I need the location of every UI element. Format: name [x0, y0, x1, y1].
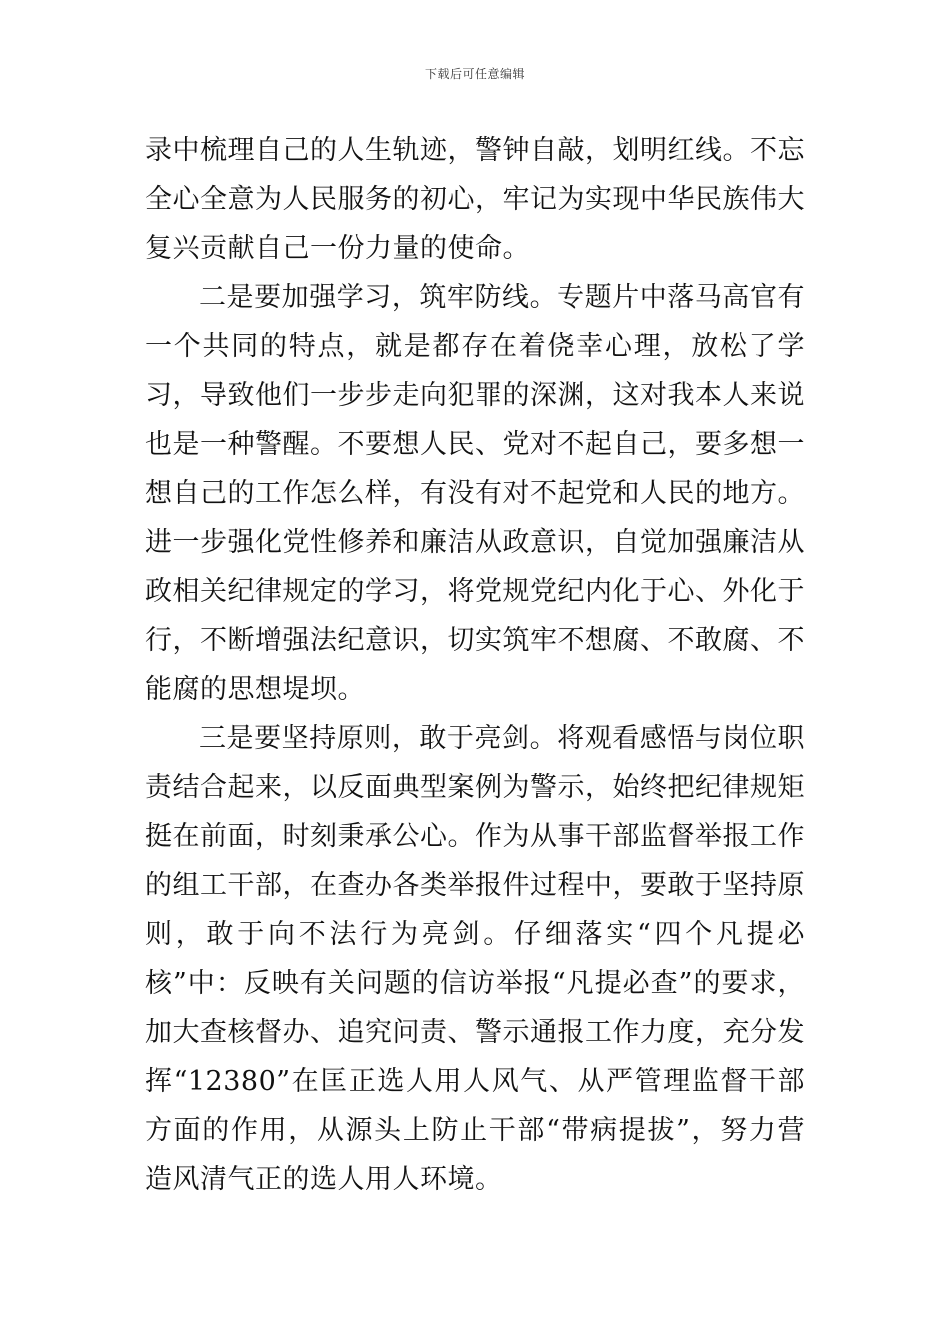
paragraph-strengthen-study: 二是要加强学习，筑牢防线。专题片中落马高官有一个共同的特点，就是都存在着侥幸心理，放松了学习，导致他们一步步走向犯罪的深渊，这对我本人来说也是一种警醒。不要想人民、党对不起自己，要多想一想自己的工作怎么样，有没有对不起党和人民的地方。进一步强化党性修养和廉洁从政意识，自觉加强廉洁从政相关纪律规定的学习，将党规党纪内化于心、外化于行，不断增强法纪意识，切实筑牢不想腐、不敢腐、不能腐的思想堤坝。 [145, 282, 805, 705]
paragraph-continuation: 录中梳理自己的人生轨迹，警钟自敲，划明红线。不忘全心全意为人民服务的初心，牢记为实现中华民族伟大复兴贡献自己一份力量的使命。 [145, 135, 805, 264]
document-body [145, 126, 805, 1204]
paragraph-uphold-principles: 三是要坚持原则，敢于亮剑。将观看感悟与岗位职责结合起来，以反面典型案例为警示，始终把纪律规矩挺在前面，时刻秉承公心。作为从事干部监督举报工作的组工干部，在查办各类举报件过程中，要敢于坚持原则，敢于向不法行为亮剑。仔细落实“四个凡提必核”中：反映有关问题的信访举报“凡提必查”的要求，加大查核督办、追究问责、警示通报工作力度，充分发挥“12380”在匡正选人用人风气、从严管理监督干部方面的作用，从源头上防止干部“带病提拔”，努力营造风清气正的选人用人环境。 [145, 723, 805, 1195]
page-header-note: 下载后可任意编辑 [424, 67, 525, 81]
